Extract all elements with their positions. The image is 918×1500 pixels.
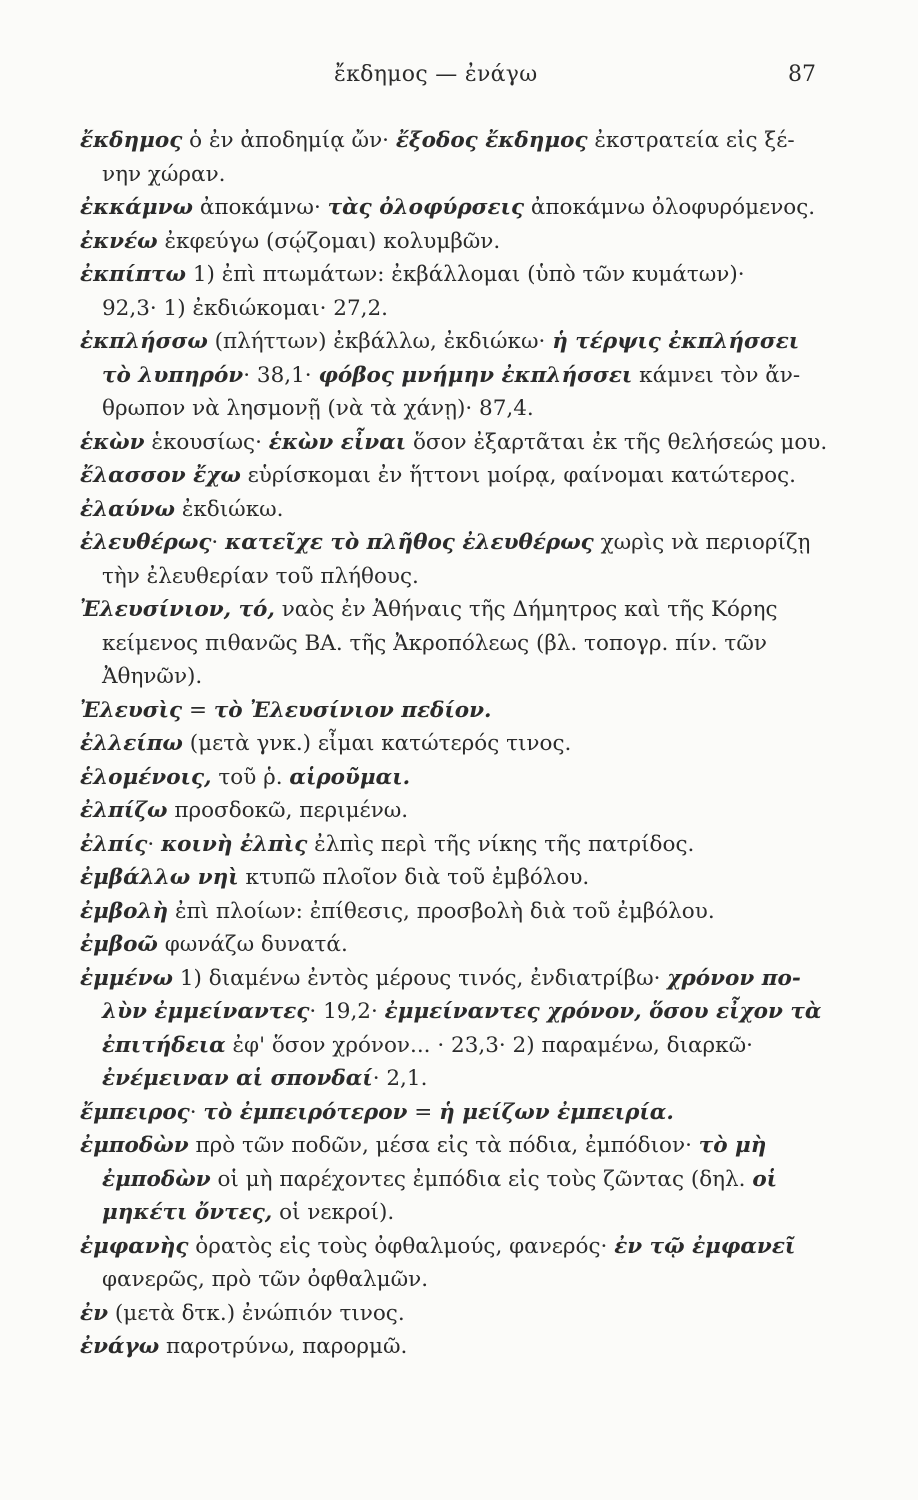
entry-line bbox=[80, 694, 820, 728]
definition-text: · 2,1. bbox=[372, 1066, 428, 1091]
entry-line bbox=[80, 861, 820, 895]
headword-text: κατεῖχε τὸ πλῆθος ἐλευθέρως bbox=[225, 530, 594, 555]
headword-text: ἔξοδος ἔκδημος bbox=[395, 128, 588, 153]
headword-text: χρόνον πο- bbox=[667, 965, 801, 991]
definition-text: (μετὰ γνκ.) εἶμαι κατώτερός τινος. bbox=[182, 731, 572, 756]
running-head: ἔκδημος — ἐνάγω bbox=[334, 62, 538, 87]
headword-text: ἐπιτήδεια bbox=[102, 1032, 226, 1058]
entry-line bbox=[80, 493, 820, 527]
definition-text: 1) ἐπὶ πτωμάτων: ἐκβάλλομαι (ὑπὸ τῶν κυμάτων)· bbox=[186, 262, 745, 287]
headword-text: ἐκκάμνω bbox=[80, 195, 193, 220]
entry-continuation-line bbox=[80, 359, 820, 393]
entry-continuation-line bbox=[80, 627, 820, 661]
definition-text: ναὸς ἐν Ἀθήναις τῆς Δήμητρος καὶ τῆς Κόρης bbox=[274, 597, 778, 622]
entry-continuation-line bbox=[80, 158, 820, 192]
headword-text: ἐνάγω bbox=[80, 1334, 160, 1359]
headword-text: ἔλασσον ἔχω bbox=[80, 463, 241, 488]
headword-text: ἡ τέρψις ἐκπλήσσει bbox=[552, 329, 800, 354]
definition-text: = bbox=[407, 1099, 440, 1125]
headword-text: ἐμμένω bbox=[80, 965, 174, 991]
entry-continuation-line bbox=[80, 560, 820, 594]
definition-text: ἐκφεύγω (σῴζομαι) κολυμβῶν. bbox=[157, 228, 501, 254]
headword-text: οἱ bbox=[752, 1166, 778, 1192]
definition-text: · 38,1· bbox=[243, 362, 319, 388]
entry-line bbox=[80, 928, 820, 962]
definition-text: (μετὰ δτκ.) ἐνώπιόν τινος. bbox=[108, 1300, 405, 1326]
definition-text: ὁ ἐν ἀποδημίᾳ ὤν· bbox=[182, 128, 396, 153]
headword-text: τὸ μὴ bbox=[698, 1133, 767, 1158]
headword-text: ἑλομένοις, bbox=[80, 764, 212, 790]
headword-text: φόβος μνήμην ἐκπλήσσει bbox=[318, 362, 633, 388]
entry-line bbox=[80, 593, 820, 627]
headword-text: τὸ Ἐλευσίνιον πεδίον. bbox=[213, 697, 492, 723]
definition-text: κείμενος πιθανῶς ΒΑ. τῆς Ἀκροπόλεως (βλ. τοπογρ. πίν. τῶν bbox=[102, 630, 767, 656]
definition-text: · bbox=[189, 1099, 204, 1125]
definition-text: ἀποκάμνω ὀλοφυρόμενος. bbox=[524, 195, 816, 220]
entry-continuation-line bbox=[80, 1062, 820, 1096]
headword-text: ἔμπειρος bbox=[80, 1099, 190, 1125]
entry-continuation-line bbox=[80, 1029, 820, 1063]
headword-text: ἐμβολὴ bbox=[80, 898, 169, 924]
definition-text: πρὸ τῶν ποδῶν, μέσα εἰς τὰ πόδια, ἐμπόδιον· bbox=[188, 1133, 699, 1158]
definition-text: χωρὶς νὰ περιορίζῃ bbox=[593, 530, 811, 555]
definition-text: φωνάζω δυνατά. bbox=[157, 932, 348, 957]
entry-continuation-line bbox=[80, 660, 820, 694]
definition-text: κτυπῶ πλοῖον διὰ τοῦ ἐμβόλου. bbox=[238, 865, 590, 890]
entry-continuation-line bbox=[80, 1196, 820, 1230]
headword-text: κοινὴ ἐλπὶς bbox=[161, 831, 308, 857]
headword-text: ἐμποδὼν bbox=[102, 1166, 211, 1192]
definition-text: · bbox=[147, 831, 162, 857]
headword-text: ἐν bbox=[80, 1300, 108, 1326]
entry-line bbox=[80, 459, 820, 493]
definition-text: 1) διαμένω ἐντὸς μέρους τινός, ἐνδιατρίβω· bbox=[173, 965, 668, 991]
headword-text: ἐλλείπω bbox=[80, 731, 183, 756]
definition-text: ἐφ' ὅσον χρόνον... · 23,3· 2) παραμένω, διαρκῶ· bbox=[225, 1032, 753, 1058]
definition-text: ὁρατὸς εἰς τοὺς ὀφθαλμούς, φανερός· bbox=[188, 1233, 615, 1259]
definition-text: ἀποκάμνω· bbox=[192, 195, 328, 220]
definition-text: (πλήττων) ἐκβάλλω, ἐκδιώκω· bbox=[207, 329, 553, 354]
definition-text: προσδοκῶ, περιμένω. bbox=[167, 798, 409, 823]
definition-text: ἐπὶ πλοίων: ἐπίθεσις, προσβολὴ διὰ τοῦ ἐμβόλου. bbox=[168, 898, 715, 924]
entry-continuation-line bbox=[80, 292, 820, 326]
entry-continuation-line bbox=[80, 995, 820, 1029]
entry-line bbox=[80, 895, 820, 929]
definition-text: εὑρίσκομαι ἐν ἥττονι μοίρᾳ, φαίνομαι κατώτερος. bbox=[240, 463, 796, 488]
headword-text: ἐλαύνω bbox=[80, 496, 175, 522]
headword-text: ἐκπίπτω bbox=[80, 262, 186, 287]
page-number: 87 bbox=[788, 62, 816, 87]
headword-text: ἐμφανὴς bbox=[80, 1233, 189, 1259]
definition-text: τὴν ἐλευθερίαν τοῦ πλήθους. bbox=[102, 563, 419, 589]
definition-text: κάμνει τὸν ἄν- bbox=[632, 362, 801, 388]
headword-text: ἐκνέω bbox=[80, 228, 158, 254]
headword-text: ἐμβοῶ bbox=[80, 932, 158, 957]
headword-text: ἐνέμειναν αἱ σπονδαί bbox=[102, 1066, 373, 1091]
entry-line bbox=[80, 1129, 820, 1163]
headword-text: αἱροῦμαι. bbox=[289, 764, 411, 790]
definition-text: παροτρύνω, παρορμῶ. bbox=[159, 1334, 408, 1359]
headword-text: ἐλευθέρως bbox=[80, 530, 212, 555]
definition-text: νην χώραν. bbox=[102, 161, 226, 187]
headword-text: λὺν ἐμμείναντες bbox=[102, 999, 310, 1024]
headword-text: τὸ ἐμπειρότερον bbox=[203, 1099, 408, 1125]
headword-text: ἑκὼν bbox=[80, 429, 145, 455]
entry-line bbox=[80, 191, 820, 225]
headword-text: ἐν τῷ ἐμφανεῖ bbox=[614, 1233, 796, 1259]
headword-text: Ἐλευσὶς bbox=[80, 697, 183, 723]
entry-continuation-line bbox=[80, 1163, 820, 1197]
headword-text: τὸ λυπηρόν bbox=[102, 362, 244, 388]
headword-text: μηκέτι ὄντες, bbox=[102, 1200, 273, 1225]
entry-line bbox=[80, 761, 820, 795]
headword-text: Ἐλευσίνιον, τό, bbox=[80, 597, 275, 622]
definition-text: ἐκδιώκω. bbox=[175, 496, 284, 522]
entry-line bbox=[80, 794, 820, 828]
entry-line bbox=[80, 1330, 820, 1364]
entry-line bbox=[80, 962, 820, 996]
definition-text: ἑκουσίως· bbox=[144, 429, 269, 455]
definition-text: = bbox=[182, 697, 214, 723]
entry-line bbox=[80, 526, 820, 560]
definition-text: θρωπον νὰ λησμονῇ (νὰ τὰ χάνῃ)· 87,4. bbox=[102, 396, 534, 421]
definition-text: 92,3· 1) ἐκδιώκομαι· 27,2. bbox=[102, 295, 388, 321]
headword-text: ἐμβάλλω νηὶ bbox=[80, 865, 239, 890]
entry-line bbox=[80, 225, 820, 259]
entry-line bbox=[80, 1096, 820, 1130]
entry-continuation-line bbox=[80, 392, 820, 426]
definition-text: · bbox=[211, 530, 226, 555]
headword-text: ἐμμείναντες χρόνον, ὅσου εἶχον τὰ bbox=[384, 999, 822, 1024]
headword-text: ἔκδημος bbox=[80, 128, 183, 153]
headword-text: ἐμποδὼν bbox=[80, 1133, 189, 1158]
entry-line bbox=[80, 258, 820, 292]
definition-text: οἱ μὴ παρέχοντες ἐμπόδια εἰς τοὺς ζῶντας (δηλ. bbox=[210, 1166, 753, 1192]
entry-continuation-line bbox=[80, 1263, 820, 1297]
headword-text: ἐλπίζω bbox=[80, 798, 168, 823]
entry-line bbox=[80, 124, 820, 158]
headword-text: τὰς ὀλοφύρσεις bbox=[327, 195, 525, 220]
definition-text: ὅσον ἐξαρτᾶται ἐκ τῆς θελήσεώς μου. bbox=[406, 429, 828, 455]
headword-text: ἑκὼν εἶναι bbox=[268, 429, 407, 455]
entry-line bbox=[80, 1297, 820, 1331]
headword-text: ἡ μείζων ἐμπειρία. bbox=[439, 1099, 674, 1125]
definition-text: φανερῶς, πρὸ τῶν ὀφθαλμῶν. bbox=[102, 1267, 429, 1292]
entry-line bbox=[80, 325, 820, 359]
definition-text: ἐκστρατεία εἰς ξέ- bbox=[587, 128, 795, 153]
definition-text: · 19,2· bbox=[309, 999, 385, 1024]
entry-line bbox=[80, 727, 820, 761]
glossary-entries bbox=[80, 124, 828, 1364]
entry-line bbox=[80, 828, 820, 862]
headword-text: ἐλπίς bbox=[80, 831, 148, 857]
entry-line bbox=[80, 1230, 820, 1264]
definition-text: Ἀθηνῶν). bbox=[102, 664, 203, 689]
entry-line bbox=[80, 426, 828, 460]
definition-text: τοῦ ῥ. bbox=[211, 764, 290, 790]
definition-text: ἐλπὶς περὶ τῆς νίκης τῆς πατρίδος. bbox=[307, 831, 695, 857]
definition-text: οἱ νεκροί). bbox=[272, 1200, 395, 1225]
headword-text: ἐκπλήσσω bbox=[80, 329, 208, 354]
